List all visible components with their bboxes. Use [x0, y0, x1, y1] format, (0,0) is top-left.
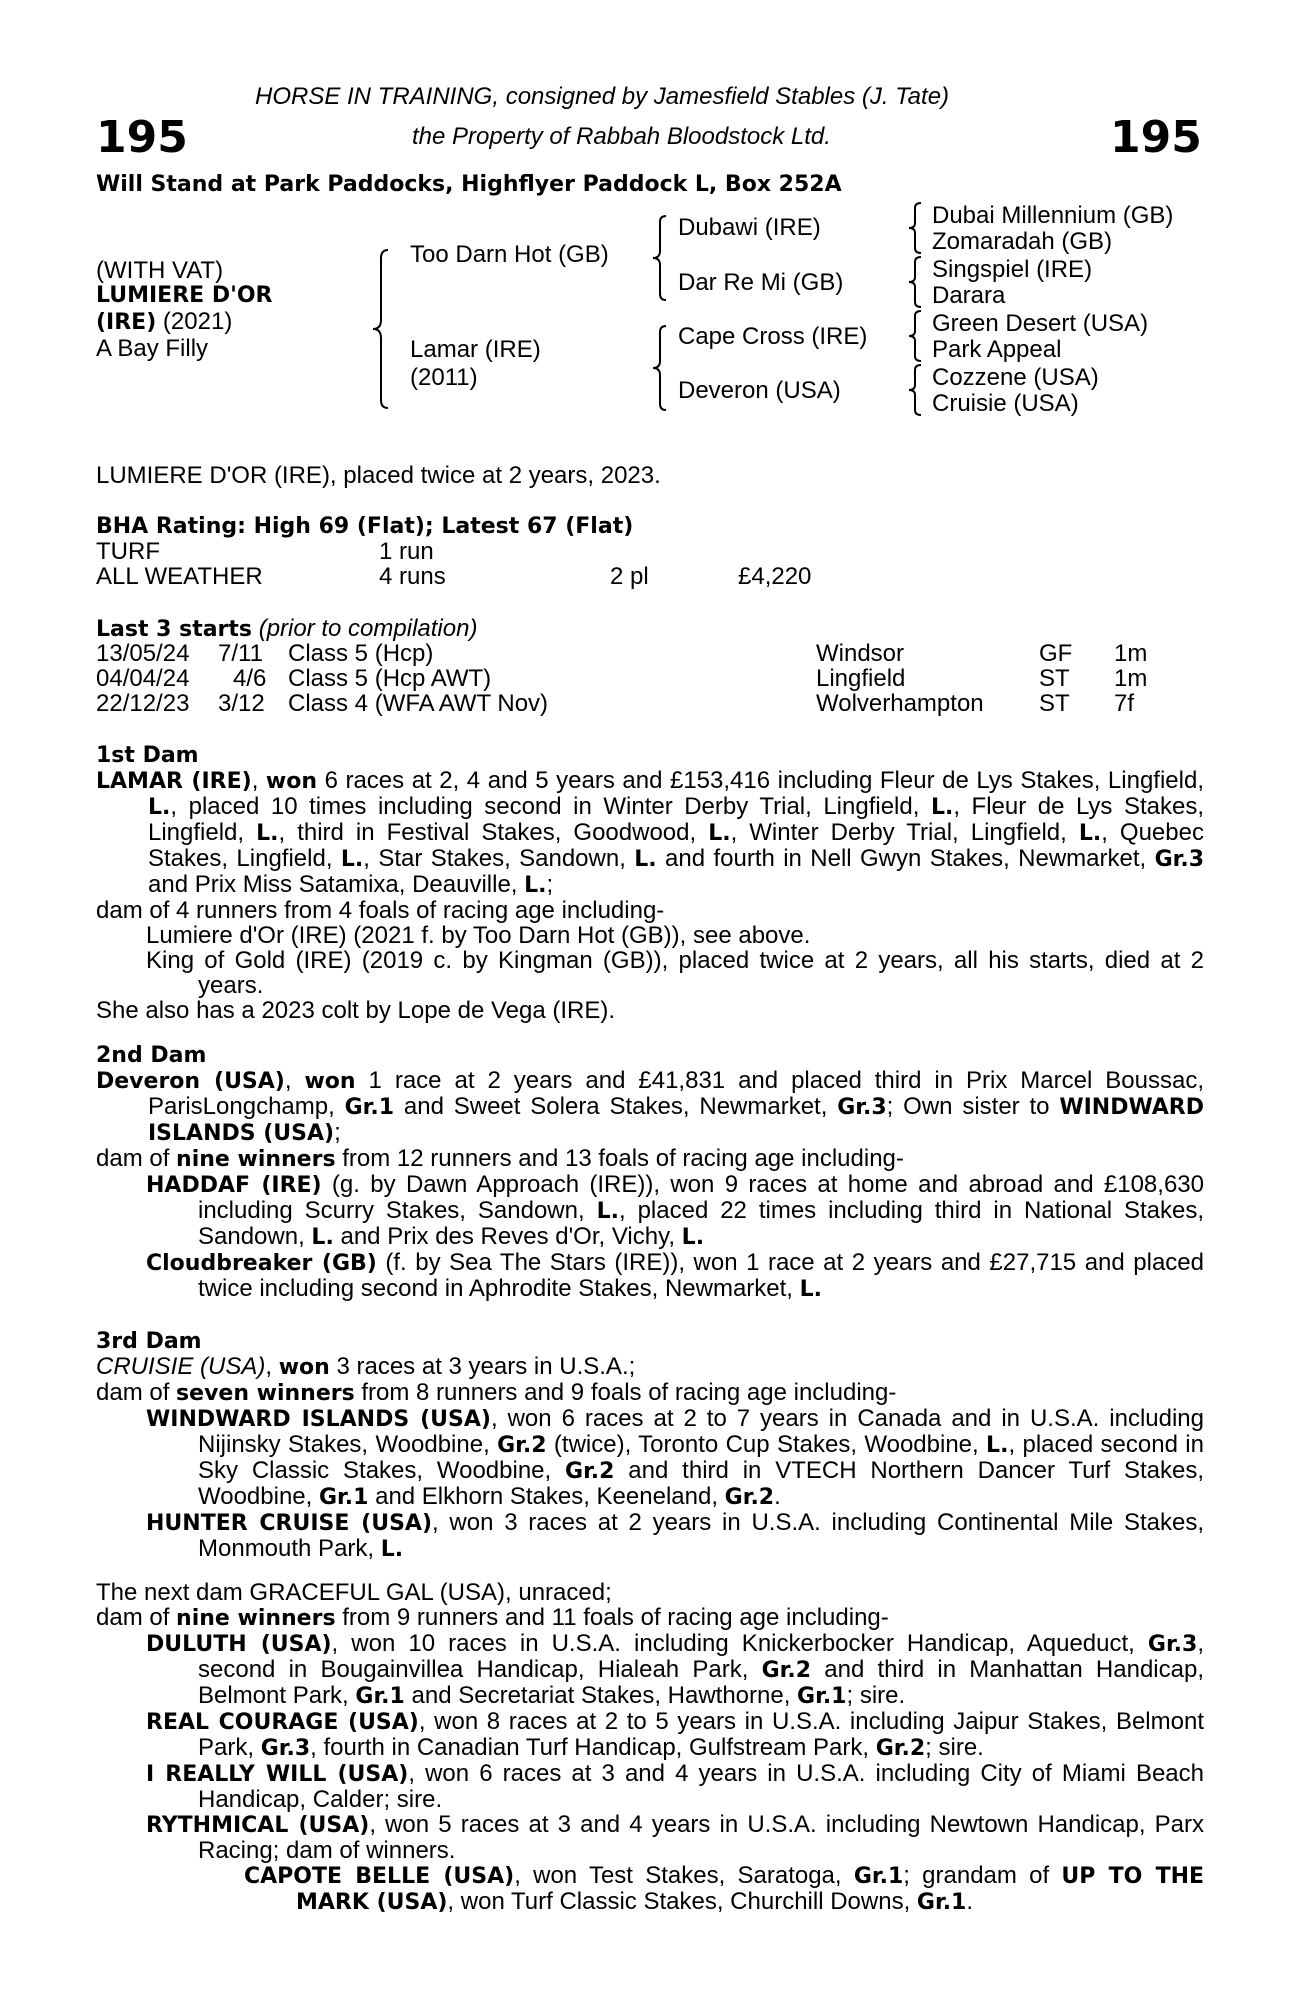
group-mark: Gr.3 — [1147, 1632, 1198, 1657]
start-position: 4/6 — [233, 665, 267, 692]
text: , Quebec Stakes, Lingfield, — [148, 819, 1204, 872]
pedigree-dam-dam: Deveron (USA) — [678, 377, 841, 404]
group-mark: Gr.2 — [565, 1459, 615, 1484]
pedigree-sire: Too Darn Hot (GB) — [410, 241, 609, 268]
listed-mark: L. — [524, 873, 547, 898]
text: from 9 runners and 11 foals of racing age including- — [335, 1604, 889, 1631]
start-race: Class 4 (WFA AWT Nov) — [288, 690, 549, 717]
last-starts-title: Last 3 starts — [96, 617, 253, 642]
start-race: Class 5 (Hcp AWT) — [288, 665, 492, 692]
progeny-name: HADDAF (IRE) — [146, 1173, 322, 1198]
second-dam-progeny-1 — [96, 1172, 1204, 1250]
horse-country: (IRE) — [96, 310, 157, 335]
listed-mark: L. — [596, 1199, 619, 1224]
pedigree-dam-sire: Cape Cross (IRE) — [678, 323, 868, 350]
text: dam of — [96, 1379, 177, 1406]
text: and Elkhorn Stakes, Keeneland, — [368, 1483, 725, 1510]
start-course: Windsor — [816, 640, 905, 667]
rating-runs: 4 runs — [379, 563, 446, 590]
start-position: 3/12 — [218, 690, 265, 717]
start-date: 22/12/23 — [96, 690, 190, 717]
fourth-dam-progeny-1 — [96, 1631, 1204, 1709]
start-distance: 7f — [1114, 690, 1135, 717]
rating-prize: £4,220 — [738, 563, 812, 590]
rating-surface: ALL WEATHER — [96, 563, 263, 590]
listed-mark: L. — [708, 821, 731, 846]
listed-mark: L. — [799, 1277, 823, 1302]
first-dam-name: LAMAR (IRE) — [96, 769, 252, 794]
progeny-name: HUNTER CRUISE (USA) — [146, 1511, 432, 1536]
text: , won 3 races at 2 years in U.S.A. including Continental Mile Stakes, Monmouth Park, — [198, 1509, 1204, 1562]
text: 6 races at 2, 4 and 5 years and £153,416 including Fleur de Lys Stakes, Lingfield, — [317, 767, 1205, 794]
second-dam-produce — [96, 1146, 1204, 1172]
text: , placed second in Sky Classic Stakes, Woodbine, — [198, 1431, 1204, 1484]
text: and Secretariat Stakes, Hawthorne, — [404, 1682, 798, 1709]
text: from 12 runners and 13 foals of racing age including- — [335, 1145, 904, 1172]
start-date: 13/05/24 — [96, 640, 190, 667]
text: , won 6 races at 2 to 7 years in Canada and in U.S.A. including Nijinsky Stakes, Woodbine, — [198, 1405, 1205, 1458]
group-mark: Gr.3 — [260, 1736, 311, 1761]
first-dam-section — [96, 743, 1204, 1023]
fourth-dam-progeny-4 — [96, 1812, 1204, 1863]
consignor-line: HORSE IN TRAINING, consigned by Jamesfield Stables (J. Tate) — [255, 83, 950, 110]
text: , won 8 races at 2 to 5 years in U.S.A. including Jaipur Stakes, Belmont Park, — [198, 1708, 1204, 1761]
first-dam-also: She also has a 2023 colt by Lope de Vega (IRE). — [96, 997, 616, 1024]
text: , Star Stakes, Sandown, — [363, 845, 635, 872]
text: ; sire. — [846, 1682, 906, 1709]
text: , Winter Derby Trial, Lingfield, — [730, 819, 1079, 846]
first-dam-progeny-1: Lumiere d'Or (IRE) (2021 f. by Too Darn Hot (GB)), see above. — [146, 922, 811, 949]
text: , won 6 races at 3 and 4 years in U.S.A. including City of Miami Beach Handicap, Calder; sire. — [198, 1760, 1204, 1813]
text: , fourth in Canadian Turf Handicap, Gulfstream Park, — [310, 1734, 876, 1761]
progeny-name: REAL COURAGE (USA) — [146, 1710, 419, 1735]
progeny-name: CAPOTE BELLE (USA) — [244, 1864, 515, 1889]
vat-note: (WITH VAT) — [96, 257, 224, 284]
text: ; — [546, 871, 554, 898]
start-date: 04/04/24 — [96, 665, 190, 692]
third-dam-progeny-1 — [96, 1406, 1204, 1510]
text: (twice), Toronto Cup Stakes, Woodbine, — [546, 1431, 987, 1458]
second-dam-record: Deveron (USA), won 1 race at 2 years and £41,831 and placed third in Prix Marcel Boussac, ParisLongchamp, Gr.1 and Sweet Solera Stakes, Newmarket, Gr.3; Own sister to WINDWARD ISLANDS (USA); — [96, 1067, 1204, 1146]
first-dam-produce: dam of 4 runners from 4 foals of racing age including- — [96, 897, 665, 924]
pedigree-brace-dd — [905, 363, 925, 417]
second-dam-heading: 2nd Dam — [96, 1043, 207, 1068]
progeny-name: UP TO THE MARK (USA) — [296, 1864, 1205, 1915]
text: and fourth in Nell Gwyn Stakes, Newmarket, — [656, 845, 1155, 872]
third-dam-name: CRUISIE (USA) — [96, 1353, 266, 1380]
text: 1 race at 2 years and £41,831 and placed third in Prix Marcel Boussac, ParisLongchamp, — [148, 1067, 1204, 1120]
text: , Fleur de Lys Stakes, Lingfield, — [148, 793, 1205, 846]
text: dam of — [96, 1604, 177, 1631]
listed-mark: L. — [380, 1537, 404, 1562]
group-mark: Gr.1 — [318, 1485, 369, 1510]
lot-number-left: 195 — [96, 112, 188, 163]
horse-year: (2021) — [156, 308, 233, 335]
progeny-name: DULUTH (USA) — [146, 1632, 332, 1657]
start-going: GF — [1039, 640, 1073, 667]
text: , third in Festival Stakes, Goodwood, — [278, 819, 709, 846]
text: 3 races at 3 years in U.S.A.; — [329, 1353, 636, 1380]
lot-number-right: 195 — [1110, 112, 1202, 163]
start-going: ST — [1039, 665, 1070, 692]
fourth-dam-produce — [96, 1605, 1204, 1631]
stand-location: Will Stand at Park Paddocks, Highflyer Paddock L, Box 252A — [96, 172, 842, 197]
horse-name-country — [96, 309, 232, 335]
listed-mark: L. — [1078, 821, 1102, 846]
sister-name: WINDWARD ISLANDS (USA) — [148, 1095, 1204, 1146]
second-dam-progeny-2 — [96, 1250, 1204, 1302]
group-mark: Gr.2 — [497, 1433, 547, 1458]
text: ; grandam of — [903, 1862, 1062, 1889]
third-dam-section — [96, 1329, 1204, 1562]
text: and Prix des Reves d'Or, Vichy, — [333, 1223, 682, 1250]
text: and Prix Miss Satamixa, Deauville, — [148, 871, 525, 898]
group-mark: Gr.1 — [853, 1864, 904, 1889]
text: ; sire. — [925, 1734, 984, 1761]
listed-mark: L. — [311, 1225, 334, 1250]
second-dam-name: Deveron (USA) — [96, 1069, 285, 1094]
group-mark: Gr.1 — [916, 1890, 967, 1915]
pedigree-dsd: Park Appeal — [932, 336, 1062, 363]
progeny-name: WINDWARD ISLANDS (USA) — [146, 1407, 491, 1432]
listed-mark: L. — [256, 821, 279, 846]
third-dam-produce — [96, 1380, 1204, 1406]
progeny-name: I REALLY WILL (USA) — [146, 1762, 409, 1787]
text: and third in Manhattan Handicap, Belmont Park, — [198, 1656, 1204, 1709]
group-mark: Gr.2 — [875, 1736, 926, 1761]
pedigree-ssd: Zomaradah (GB) — [932, 228, 1113, 255]
text: . — [966, 1888, 974, 1915]
start-course: Wolverhampton — [816, 690, 984, 717]
pedigree-sire-dam: Dar Re Mi (GB) — [678, 269, 844, 296]
pedigree-brace-sire — [648, 214, 670, 302]
text: (f. by Sea The Stars (IRE)), won 1 race at 2 years and £27,715 and placed twice including second in Aphrodite Stakes, Newmarket, — [198, 1249, 1204, 1302]
first-dam-progeny-2: King of Gold (IRE) (2019 c. by Kingman (GB)), placed twice at 2 years, all his starts, died at 2 years. — [146, 947, 1204, 999]
text: , placed 22 times including third in National Stakes, Sandown, — [198, 1197, 1205, 1250]
horse-name: LUMIERE D'OR — [96, 283, 273, 308]
text: , won Test Stakes, Saratoga, — [514, 1862, 854, 1889]
listed-mark: L. — [986, 1433, 1009, 1458]
third-dam-progeny-2 — [96, 1510, 1204, 1562]
listed-mark: L. — [340, 847, 364, 872]
pedigree-sds: Singspiel (IRE) — [932, 256, 1093, 283]
third-dam-heading: 3rd Dam — [96, 1329, 202, 1354]
listed-mark: L. — [930, 795, 954, 820]
pedigree-sdd: Darara — [932, 282, 1006, 309]
pedigree-dss: Green Desert (USA) — [932, 310, 1149, 337]
property-line: the Property of Rabbah Bloodstock Ltd. — [412, 123, 831, 150]
text: (g. by Dawn Approach (IRE)), won 9 races at home and abroad and £108,630 including Scurry Stakes, Sandown, — [198, 1171, 1204, 1224]
won-label: won — [265, 769, 318, 794]
pedigree-dam: Lamar (IRE) — [410, 336, 541, 363]
text: from 8 runners and 9 foals of racing age including- — [354, 1379, 897, 1406]
text: dam of — [96, 1145, 177, 1172]
fourth-dam-progeny-3 — [96, 1761, 1204, 1812]
first-dam-heading: 1st Dam — [96, 743, 199, 768]
text: ; Own sister to — [886, 1093, 1060, 1120]
last-starts-note: (prior to compilation) — [252, 615, 478, 642]
group-mark: Gr.2 — [724, 1485, 775, 1510]
race-summary: LUMIERE D'OR (IRE), placed twice at 2 years, 2023. — [96, 462, 661, 489]
text: , won 5 races at 3 and 4 years in U.S.A. including Newtown Handicap, Parx Racing; dam of winners. — [198, 1811, 1204, 1864]
group-mark: Gr.1 — [355, 1684, 405, 1709]
text: and Sweet Solera Stakes, Newmarket, — [394, 1093, 838, 1120]
third-dam-record — [96, 1354, 1204, 1380]
start-race: Class 5 (Hcp) — [288, 640, 434, 667]
first-dam-record: LAMAR (IRE), won 6 races at 2, 4 and 5 years and £153,416 including Fleur de Lys Stakes, Lingfield, L., placed 10 times including second in Winter Derby Trial, Lingfield, L., Fleur de Lys Stakes, Lingfield, L., third in Festival Stakes, Goodwood, L., Winter Derby Trial, Lingfield, L., Quebec Stakes, Lingfield, L., Star Stakes, Sandown, L. and fourth in Nell Gwyn Stakes, Newmarket, Gr.3 and Prix Miss Satamixa, Deauville, L.; — [96, 767, 1205, 898]
pedigree-ddd: Cruisie (USA) — [932, 390, 1079, 417]
rating-runs: 1 run — [379, 538, 434, 565]
progeny-name: RYTHMICAL (USA) — [146, 1813, 370, 1838]
listed-mark: L. — [681, 1225, 705, 1250]
pedigree-brace-dam — [648, 324, 670, 412]
fourth-dam-intro: The next dam GRACEFUL GAL (USA), unraced; — [96, 1579, 612, 1606]
text: . — [774, 1483, 781, 1510]
last-starts-heading — [96, 616, 477, 642]
group-mark: Gr.1 — [344, 1095, 395, 1120]
winners-count: nine winners — [176, 1606, 336, 1631]
pedigree-sss: Dubai Millennium (GB) — [932, 202, 1174, 229]
start-course: Lingfield — [816, 665, 906, 692]
group-mark: Gr.2 — [761, 1658, 812, 1683]
text: , won 10 races in U.S.A. including Knickerbocker Handicap, Aqueduct, — [331, 1630, 1148, 1657]
text: ; — [334, 1119, 341, 1146]
listed-mark: L. — [148, 795, 171, 820]
start-distance: 1m — [1114, 665, 1148, 692]
pedigree-dds: Cozzene (USA) — [932, 364, 1099, 391]
pedigree-dam-year: (2011) — [410, 364, 478, 391]
horse-description: A Bay Filly — [96, 335, 209, 362]
fourth-dam-progeny-5 — [96, 1863, 1204, 1915]
group-mark: Gr.1 — [797, 1684, 847, 1709]
text: , placed 10 times including second in Winter Derby Trial, Lingfield, — [170, 793, 931, 820]
pedigree-brace-main — [368, 248, 394, 410]
won-label: won — [304, 1069, 356, 1094]
winners-count: nine winners — [176, 1147, 336, 1172]
pedigree-brace-sd — [905, 255, 925, 309]
fourth-dam-section — [96, 1580, 1204, 1915]
pedigree-sire-sire: Dubawi (IRE) — [678, 214, 821, 241]
start-distance: 1m — [1114, 640, 1148, 667]
start-going: ST — [1039, 690, 1070, 717]
second-dam-section — [96, 1043, 1204, 1302]
rating-placed: 2 pl — [610, 563, 649, 590]
group-mark: Gr.3 — [1154, 847, 1204, 872]
text: , won Turf Classic Stakes, Churchill Downs, — [447, 1888, 917, 1915]
listed-mark: L. — [634, 847, 657, 872]
text: and third in VTECH Northern Dancer Turf Stakes, Woodbine, — [198, 1457, 1204, 1510]
start-position: 7/11 — [218, 640, 263, 667]
progeny-name: Cloudbreaker (GB) — [146, 1251, 377, 1276]
bha-rating: BHA Rating: High 69 (Flat); Latest 67 (Flat) — [96, 514, 634, 539]
pedigree-brace-ds — [905, 309, 925, 363]
group-mark: Gr.3 — [837, 1095, 887, 1120]
fourth-dam-progeny-2 — [96, 1709, 1204, 1761]
text: , second in Bougainvillea Handicap, Hialeah Park, — [198, 1630, 1204, 1683]
rating-surface: TURF — [96, 538, 160, 565]
won-label: won — [278, 1355, 330, 1380]
text: , — [265, 1353, 279, 1380]
winners-count: seven winners — [176, 1381, 355, 1406]
pedigree-brace-ss — [905, 201, 925, 255]
